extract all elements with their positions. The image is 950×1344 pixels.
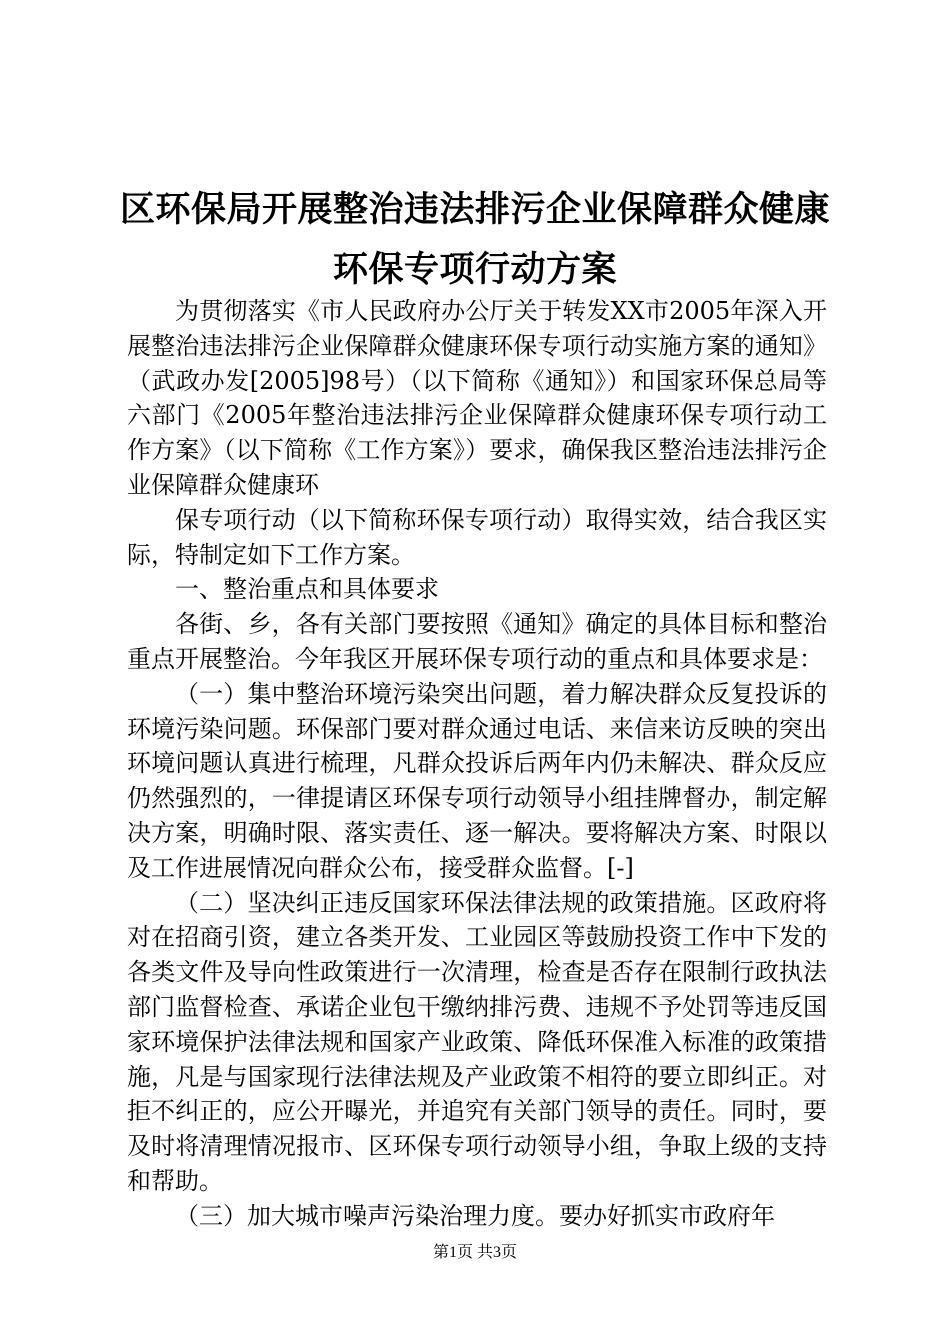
paragraph-item-1: （一）集中整治环境污染突出问题，着力解决群众反复投诉的环境污染问题。环保部门要对群众通过电话、来信来访反映的突出环境问题认真进行梳理，凡群众投诉后两年内仍未解决、群众反应仍然强烈的，一律提请区环保专项行动领导小组挂牌督办，制定解决方案，明确时限、落实责任、逐一解决。要将解决方案、时限以及工作进展情况向群众公布，接受群众监督。[-]: [127, 679, 827, 882]
document-title-line-2: 环保专项行动方案: [332, 250, 617, 290]
paragraph-item-3: （三）加大城市噪声污染治理力度。要办好抓实市政府年: [175, 1201, 775, 1230]
paragraph-item-2: （二）坚决纠正违反国家环保法律法规的政策措施。区政府将对在招商引资，建立各类开发、工业园区等鼓励投资工作中下发的各类文件及导向性政策进行一次清理，检查是否存在限制行政执法部门监督检查、承诺企业包干缴纳排污费、违规不予处罚等违反国家环境保护法律法规和国家产业政策、降低环保准入标准的政策措施，凡是与国家现行法律法规及产业政策不相符的要立即纠正。对拒不纠正的，应公开曝光，并追究有关部门领导的责任。同时，要及时将清理情况报市、区环保专项行动领导小组，争取上级的支持和帮助。: [127, 888, 827, 1195]
paragraph-section-1: 各街、乡，各有关部门要按照《通知》确定的具体目标和整治重点开展整治。今年我区开展环保专项行动的重点和具体要求是：: [127, 610, 827, 673]
paragraph-intro: 为贯彻落实《市人民政府办公厅关于转发XX市2005年深入开展整治违法排污企业保障群众健康环保专项行动实施方案的通知》（武政办发[2005]98号）（以下简称《通知》）和国家环保总局等六部门《2005年整治违法排污企业保障群众健康环保专项行动工作方案》（以下简称《工作方案》）要求，确保我区整治违法排污企业保障群众健康环: [127, 297, 827, 499]
document-title-line-1: 区环保局开展整治违法排污企业保障群众健康: [119, 190, 830, 230]
paragraph-intro-continued: 保专项行动（以下简称环保专项行动）取得实效，结合我区实际，特制定如下工作方案。: [127, 505, 827, 569]
document-body: [127, 294, 827, 1234]
page-number-footer: 第1页 共3页: [432, 1244, 517, 1261]
section-heading-1: 一、整治重点和具体要求: [175, 575, 439, 604]
